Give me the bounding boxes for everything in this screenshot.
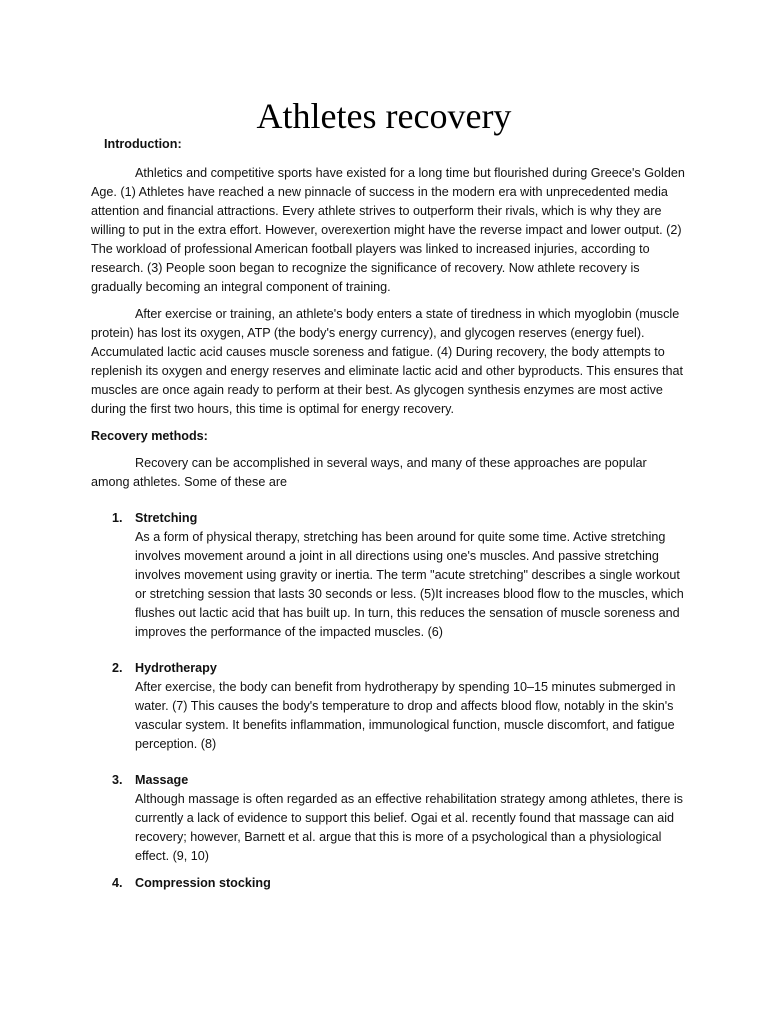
- list-item-title: Compression stocking: [135, 876, 271, 890]
- list-item-body: Although massage is often regarded as an effective rehabilitation strategy among athletes, there is currently a lack of evidence to support this belief. Ogai et al. recently found that massage can aid recovery; however, Barnett et al. argue that this is more of a psychological than a physiological effect. (9, 10): [135, 792, 683, 863]
- list-item-body: After exercise, the body can benefit from hydrotherapy by spending 10–15 minutes submerged in water. (7) This causes the body's temperature to drop and affects blood flow, notably in the skin's vascular system. It benefits inflammation, immunological function, muscle discomfort, and fatigue perception. (8): [135, 680, 676, 751]
- list-item-number: 2.: [112, 661, 123, 675]
- list-item-number: 1.: [112, 511, 123, 525]
- list-item-body: As a form of physical therapy, stretching has been around for quite some time. Active stretching involves movement around a joint in all directions using one's muscles. And passive stretching involves movement using gravity or inertia. The term "acute stretching" describes a single workout or stretching session that lasts 30 seconds or less. (5)It increases blood flow to the muscles, which flushes out lactic acid that has built up. In turn, this reduces the sensation of muscle soreness and improves the performance of the impacted muscles. (6): [135, 530, 684, 639]
- document-title: Athletes recovery: [256, 96, 512, 136]
- list-item-number: 4.: [112, 876, 123, 890]
- methods-intro-paragraph: Recovery can be accomplished in several ways, and many of these approaches are popular among athletes. Some of these are: [91, 456, 647, 489]
- recovery-methods-heading: Recovery methods:: [91, 429, 208, 443]
- list-item: [91, 659, 686, 754]
- list-item: [91, 874, 686, 893]
- list-item-title: Hydrotherapy: [135, 661, 217, 675]
- list-item-title: Massage: [135, 773, 189, 787]
- document-body: [91, 135, 686, 893]
- list-item-title: Stretching: [135, 511, 198, 525]
- intro-paragraph-1: Athletics and competitive sports have existed for a long time but flourished during Greece's Golden Age. (1) Athletes have reached a new pinnacle of success in the modern era with unprecedented media attention and financial attractions. Every athlete strives to outperform their rivals, which is why they are willing to put in the extra effort. However, overexertion might have the reverse impact and lower output. (2) The workload of professional American football players was linked to increased injuries, according to research. (3) People soon began to recognize the significance of recovery. Now athlete recovery is gradually becoming an integral component of training.: [91, 166, 685, 294]
- list-item: [91, 509, 686, 642]
- introduction-heading: Introduction:: [104, 137, 182, 151]
- intro-paragraph-2: After exercise or training, an athlete's body enters a state of tiredness in which myoglobin (muscle protein) has lost its oxygen, ATP (the body's energy currency), and glycogen reserves (energy fuel). Accumulated lactic acid causes muscle soreness and fatigue. (4) During recovery, the body attempts to replenish its oxygen and energy reserves and eliminate lactic acid and other byproducts. This ensures that muscles are once again ready to perform at their best. As glycogen synthesis enzymes are most active during the first two hours, this time is optimal for energy recovery.: [91, 307, 684, 416]
- list-item-number: 3.: [112, 773, 123, 787]
- recovery-methods-list: [91, 509, 686, 893]
- list-item: [91, 771, 686, 866]
